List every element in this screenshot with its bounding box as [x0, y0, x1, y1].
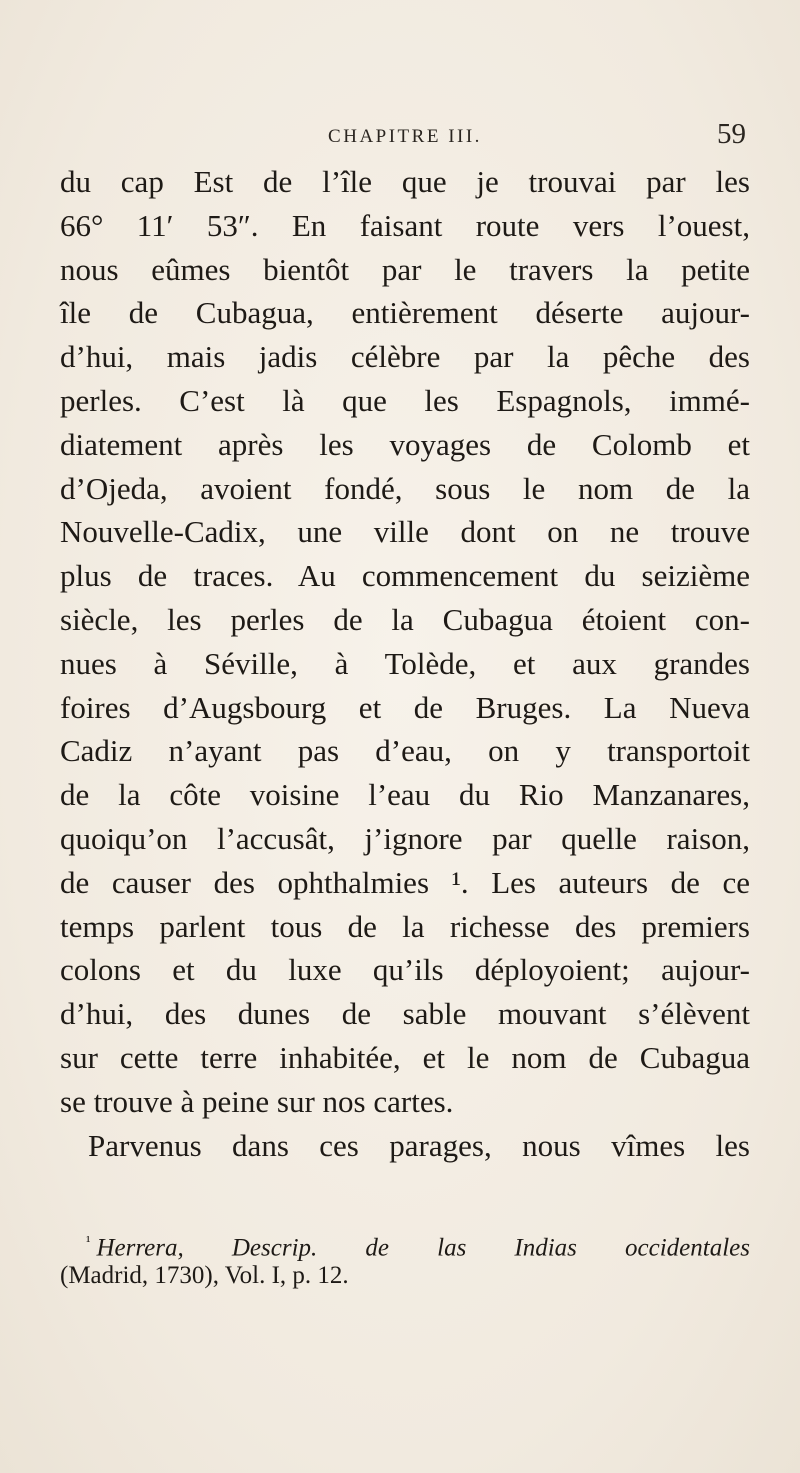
chapter-title: CHAPITRE III. — [328, 126, 482, 147]
text-line: colons et du luxe qu’ils déployoient; aujour- — [60, 952, 750, 988]
text-line: d’hui, mais jadis célèbre par la pêche des — [60, 339, 750, 375]
text-line: diatement après les voyages de Colomb et — [60, 426, 750, 462]
text-line: perles. C’est là que les Espagnols, immé- — [60, 382, 750, 418]
body-text — [60, 160, 750, 1167]
text-line: temps parlent tous de la richesse des premiers — [60, 908, 750, 944]
text-line: du cap Est de l’île que je trouvai par les — [60, 164, 750, 199]
text-line: quoiqu’on l’accusât, j’ignore par quelle raison, — [60, 820, 750, 856]
text-line: d’Ojeda, avoient fondé, sous le nom de la — [60, 470, 750, 506]
running-head — [60, 118, 750, 154]
text-line: de causer des ophthalmies ¹. Les auteurs de ce — [60, 864, 750, 900]
text-line: de la côte voisine l’eau du Rio Manzanares, — [60, 777, 750, 813]
text-line: siècle, les perles de la Cubagua étoient con- — [60, 601, 750, 637]
footnote-line: (Madrid, 1730), Vol. I, p. 12. — [60, 1262, 349, 1289]
text-line: île de Cubagua, entièrement déserte aujour- — [60, 295, 750, 331]
footnote-marker: ¹ — [86, 1234, 91, 1250]
text-line: Nouvelle-Cadix, une ville dont on ne trouve — [60, 514, 750, 550]
text-line: plus de traces. Au commencement du seizième — [60, 558, 750, 594]
footnote-line — [60, 1226, 750, 1262]
text-line: foires d’Augsbourg et de Bruges. La Nueva — [60, 689, 750, 725]
text-line: d’hui, des dunes de sable mouvant s’élèvent — [60, 996, 750, 1032]
footnote-citation: Herrera, Descrip. de las Indias occidentales — [96, 1234, 750, 1262]
paragraph-start-line: Parvenus dans ces parages, nous vîmes les — [88, 1127, 750, 1163]
text-line: se trouve à peine sur nos cartes. — [60, 1083, 454, 1119]
footnote — [60, 1226, 750, 1292]
page-number: 59 — [717, 118, 746, 150]
text-line: Cadiz n’ayant pas d’eau, on y transportoit — [60, 733, 750, 769]
text-line: nous eûmes bientôt par le travers la petite — [60, 251, 750, 287]
text-line: nues à Séville, à Tolède, et aux grandes — [60, 645, 750, 681]
text-line: sur cette terre inhabitée, et le nom de Cubagua — [60, 1039, 750, 1075]
text-line: 66° 11′ 53″. En faisant route vers l’ouest, — [60, 207, 750, 243]
